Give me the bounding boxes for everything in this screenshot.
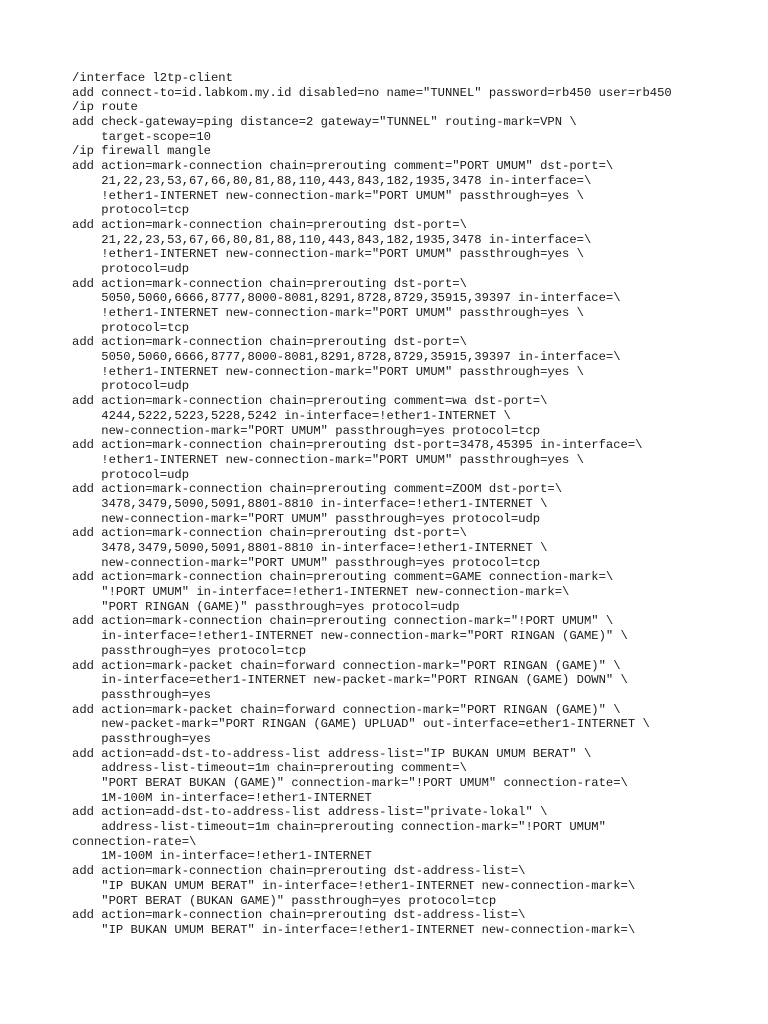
code-line: passthrough=yes xyxy=(72,687,211,702)
code-line: passthrough=yes protocol=tcp xyxy=(72,643,307,658)
code-line: protocol=udp xyxy=(72,261,190,276)
code-line: "!PORT UMUM" in-interface=!ether1-INTERNET new-connection-mark=\ xyxy=(72,585,570,600)
code-line: /ip route xyxy=(72,100,138,115)
code-line: new-connection-mark="PORT UMUM" passthrough=yes protocol=udp xyxy=(72,511,541,526)
code-line: protocol=udp xyxy=(72,467,190,482)
code-line: protocol=udp xyxy=(72,379,190,394)
code-line: 5050,5060,6666,8777,8000-8081,8291,8728,8729,35915,39397 in-interface=\ xyxy=(72,291,621,306)
code-line: add action=mark-packet chain=forward connection-mark="PORT RINGAN (GAME)" \ xyxy=(72,658,621,673)
code-line: add connect-to=id.labkom.my.id disabled=no name="TUNNEL" password=rb450 user=rb450 xyxy=(72,85,672,100)
code-line: new-packet-mark="PORT RINGAN (GAME) UPLUAD" out-interface=ether1-INTERNET \ xyxy=(72,717,650,732)
code-line: /interface l2tp-client xyxy=(72,71,233,85)
code-line: add check-gateway=ping distance=2 gateway="TUNNEL" routing-mark=VPN \ xyxy=(72,115,577,130)
code-line: add action=mark-connection chain=prerouting dst-address-list=\ xyxy=(72,864,526,879)
code-line: "PORT BERAT (BUKAN GAME)" passthrough=yes protocol=tcp xyxy=(72,893,497,908)
code-line: "IP BUKAN UMUM BERAT" in-interface=!ether1-INTERNET new-connection-mark=\ xyxy=(72,922,636,937)
code-line: !ether1-INTERNET new-connection-mark="PORT UMUM" passthrough=yes \ xyxy=(72,452,584,467)
code-line: !ether1-INTERNET new-connection-mark="PORT UMUM" passthrough=yes \ xyxy=(72,364,584,379)
code-line: 5050,5060,6666,8777,8000-8081,8291,8728,8729,35915,39397 in-interface=\ xyxy=(72,350,621,365)
code-line: /ip firewall mangle xyxy=(72,144,211,159)
code-line: add action=mark-connection chain=prerouting comment=wa dst-port=\ xyxy=(72,394,548,409)
code-line: address-list-timeout=1m chain=prerouting connection-mark="!PORT UMUM" xyxy=(72,820,606,835)
code-line: "PORT BERAT BUKAN (GAME)" connection-mark="!PORT UMUM" connection-rate=\ xyxy=(72,776,628,790)
code-line: "IP BUKAN UMUM BERAT" in-interface=!ether1-INTERNET new-connection-mark=\ xyxy=(72,878,636,893)
code-line: add action=mark-connection chain=prerouting dst-port=\ xyxy=(72,276,467,291)
code-line: add action=mark-connection chain=prerouting connection-mark="!PORT UMUM" \ xyxy=(72,614,614,629)
code-line: add action=mark-connection chain=prerouting dst-port=\ xyxy=(72,335,467,350)
code-line: "PORT RINGAN (GAME)" passthrough=yes protocol=udp xyxy=(72,599,460,614)
code-line: connection-rate=\ xyxy=(72,834,197,849)
code-line: new-connection-mark="PORT UMUM" passthrough=yes protocol=tcp xyxy=(72,423,541,438)
code-line: add action=mark-connection chain=prerouting comment="PORT UMUM" dst-port=\ xyxy=(72,159,614,174)
code-line: !ether1-INTERNET new-connection-mark="PORT UMUM" passthrough=yes \ xyxy=(72,247,584,262)
code-line: 3478,3479,5090,5091,8801-8810 in-interface=!ether1-INTERNET \ xyxy=(72,541,548,555)
code-line: protocol=tcp xyxy=(72,203,190,218)
code-line: passthrough=yes xyxy=(72,731,211,746)
code-line: add action=mark-packet chain=forward connection-mark="PORT RINGAN (GAME)" \ xyxy=(72,702,621,717)
code-line: add action=mark-connection chain=prerouting dst-port=3478,45395 in-interface=\ xyxy=(72,438,643,453)
code-line: in-interface=ether1-INTERNET new-packet-mark="PORT RINGAN (GAME) DOWN" \ xyxy=(72,673,628,688)
config-script-text xyxy=(72,71,672,938)
code-line: address-list-timeout=1m chain=prerouting comment=\ xyxy=(72,761,467,776)
code-line: add action=add-dst-to-address-list address-list="IP BUKAN UMUM BERAT" \ xyxy=(72,746,592,761)
code-line: !ether1-INTERNET new-connection-mark="PORT UMUM" passthrough=yes \ xyxy=(72,188,584,203)
code-line: 4244,5222,5223,5228,5242 in-interface=!ether1-INTERNET \ xyxy=(72,408,511,423)
code-line: add action=mark-connection chain=prerouting dst-port=\ xyxy=(72,526,467,541)
code-line: 21,22,23,53,67,66,80,81,88,110,443,843,182,1935,3478 in-interface=\ xyxy=(72,173,592,188)
code-line: add action=add-dst-to-address-list address-list="private-lokal" \ xyxy=(72,805,548,820)
code-line: new-connection-mark="PORT UMUM" passthrough=yes protocol=tcp xyxy=(72,555,541,570)
code-line: add action=mark-connection chain=prerouting comment=GAME connection-mark=\ xyxy=(72,570,614,585)
code-line: 3478,3479,5090,5091,8801-8810 in-interface=!ether1-INTERNET \ xyxy=(72,496,548,511)
code-line: target-scope=10 xyxy=(72,129,211,144)
code-line: 1M-100M in-interface=!ether1-INTERNET xyxy=(72,790,372,805)
code-line: 1M-100M in-interface=!ether1-INTERNET xyxy=(72,849,372,864)
code-line: add action=mark-connection chain=prerouting dst-port=\ xyxy=(72,217,467,232)
code-line: protocol=tcp xyxy=(72,320,190,335)
code-line: 21,22,23,53,67,66,80,81,88,110,443,843,182,1935,3478 in-interface=\ xyxy=(72,232,592,247)
code-line: in-interface=!ether1-INTERNET new-connection-mark="PORT RINGAN (GAME)" \ xyxy=(72,629,628,644)
code-line: add action=mark-connection chain=prerouting comment=ZOOM dst-port=\ xyxy=(72,482,563,497)
code-line: add action=mark-connection chain=prerouting dst-address-list=\ xyxy=(72,908,526,923)
code-line: !ether1-INTERNET new-connection-mark="PORT UMUM" passthrough=yes \ xyxy=(72,306,584,320)
